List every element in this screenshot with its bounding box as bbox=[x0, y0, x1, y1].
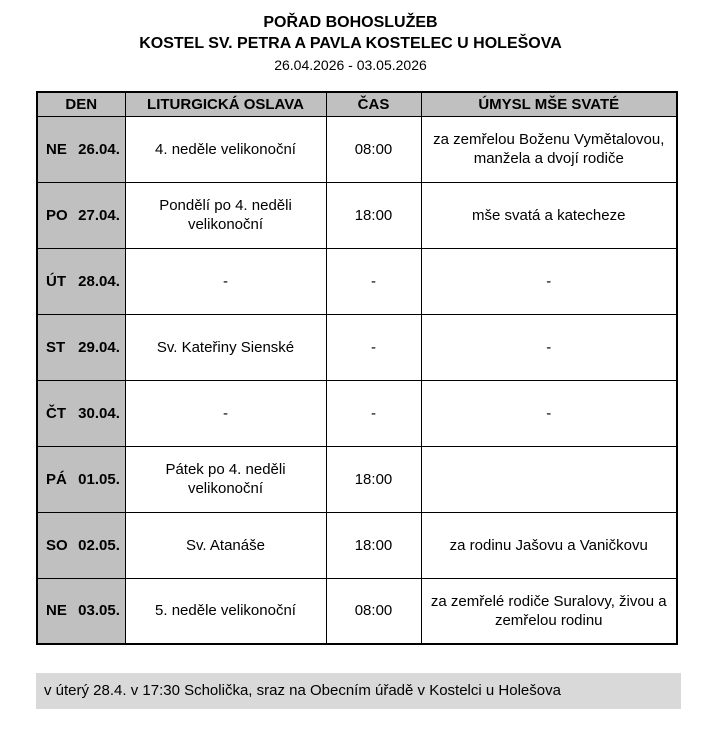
day-cell bbox=[37, 314, 125, 380]
day-cell bbox=[37, 380, 125, 446]
celebration-cell: Pondělí po 4. neděli velikonoční bbox=[125, 182, 326, 248]
table-row bbox=[37, 380, 677, 446]
time-cell: - bbox=[326, 380, 421, 446]
celebration-cell: - bbox=[125, 380, 326, 446]
day-date: 03.05. bbox=[78, 602, 120, 620]
time-cell: 18:00 bbox=[326, 446, 421, 512]
intention-cell: za rodinu Jašovu a Vaničkovu bbox=[421, 512, 677, 578]
time-cell: 08:00 bbox=[326, 116, 421, 182]
day-abbr: ST bbox=[46, 338, 66, 356]
intention-cell: mše svatá a katecheze bbox=[421, 182, 677, 248]
table-row bbox=[37, 116, 677, 182]
page-title: POŘAD BOHOSLUŽEB bbox=[263, 14, 438, 31]
day-date: 27.04. bbox=[78, 206, 120, 224]
day-cell bbox=[37, 446, 125, 512]
day-abbr: ČT bbox=[46, 404, 66, 422]
document-header bbox=[0, 0, 701, 74]
day-cell bbox=[37, 248, 125, 314]
time-cell: 08:00 bbox=[326, 578, 421, 644]
day-date: 02.05. bbox=[78, 536, 120, 554]
time-cell: 18:00 bbox=[326, 182, 421, 248]
intention-cell: - bbox=[421, 380, 677, 446]
table-row bbox=[37, 182, 677, 248]
footer-note: v úterý 28.4. v 17:30 Scholička, sraz na Obecním úřadě v Kostelci u Holešova bbox=[36, 673, 681, 709]
table-row bbox=[37, 512, 677, 578]
celebration-cell: - bbox=[125, 248, 326, 314]
table-header-row bbox=[37, 92, 677, 116]
table-row bbox=[37, 446, 677, 512]
time-cell: 18:00 bbox=[326, 512, 421, 578]
day-date: 26.04. bbox=[78, 140, 120, 158]
day-abbr: PO bbox=[46, 206, 68, 224]
intention-cell: - bbox=[421, 248, 677, 314]
day-cell bbox=[37, 116, 125, 182]
day-cell bbox=[37, 578, 125, 644]
celebration-cell: 4. neděle velikonoční bbox=[125, 116, 326, 182]
page-subtitle: KOSTEL SV. PETRA A PAVLA KOSTELEC U HOLEŠOVA bbox=[139, 35, 562, 52]
day-abbr: SO bbox=[46, 536, 68, 554]
time-cell: - bbox=[326, 248, 421, 314]
day-cell bbox=[37, 182, 125, 248]
day-date: 01.05. bbox=[78, 470, 120, 488]
day-date: 30.04. bbox=[78, 404, 120, 422]
intention-cell: za zemřelé rodiče Suralovy, živou a zemřelou rodinu bbox=[421, 578, 677, 644]
day-abbr: ÚT bbox=[46, 272, 66, 290]
schedule-table bbox=[36, 91, 678, 645]
column-header-day: DEN bbox=[37, 92, 125, 116]
celebration-cell: 5. neděle velikonoční bbox=[125, 578, 326, 644]
column-header-time: ČAS bbox=[326, 92, 421, 116]
time-cell: - bbox=[326, 314, 421, 380]
day-abbr: NE bbox=[46, 140, 67, 158]
day-abbr: PÁ bbox=[46, 470, 67, 488]
celebration-cell: Sv. Atanáše bbox=[125, 512, 326, 578]
intention-cell: za zemřelou Boženu Vymětalovou, manžela a dvojí rodiče bbox=[421, 116, 677, 182]
celebration-cell: Sv. Kateřiny Sienské bbox=[125, 314, 326, 380]
day-abbr: NE bbox=[46, 602, 67, 620]
day-cell bbox=[37, 512, 125, 578]
intention-cell bbox=[421, 446, 677, 512]
day-date: 28.04. bbox=[78, 272, 120, 290]
intention-cell: - bbox=[421, 314, 677, 380]
table-row bbox=[37, 578, 677, 644]
table-row bbox=[37, 314, 677, 380]
table-row bbox=[37, 248, 677, 314]
celebration-cell: Pátek po 4. neděli velikonoční bbox=[125, 446, 326, 512]
column-header-celebration: LITURGICKÁ OSLAVA bbox=[125, 92, 326, 116]
column-header-intention: ÚMYSL MŠE SVATÉ bbox=[421, 92, 677, 116]
day-date: 29.04. bbox=[78, 338, 120, 356]
date-range: 26.04.2026 - 03.05.2026 bbox=[274, 57, 427, 73]
